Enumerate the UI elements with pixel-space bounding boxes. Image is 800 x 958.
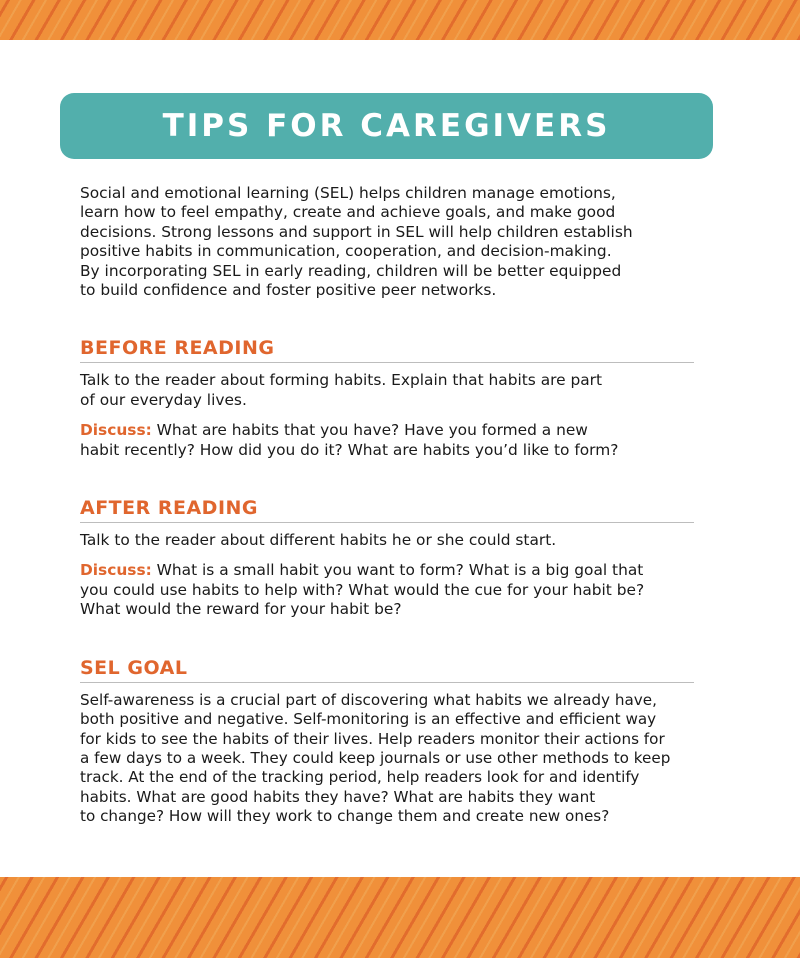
section-body <box>80 691 700 827</box>
body-line: Self-awareness is a crucial part of discovering what habits we already have, <box>80 690 657 709</box>
body-line: Talk to the reader about forming habits. Explain that habits are part <box>80 371 603 390</box>
intro-line: learn how to feel empathy, create and achieve goals, and make good <box>80 203 616 222</box>
intro-line: to build confidence and foster positive peer networks. <box>80 281 497 300</box>
discuss-label: Discuss: <box>80 561 152 580</box>
body-line: habits. What are good habits they have? What are habits they want <box>80 787 596 806</box>
page-content <box>80 184 700 827</box>
intro-line: By incorporating SEL in early reading, children will be better equipped <box>80 261 622 280</box>
section-heading: AFTER READING <box>80 496 694 523</box>
section-heading: SEL GOAL <box>80 656 694 683</box>
section-sel-goal <box>80 656 700 827</box>
body-line: both positive and negative. Self-monitoring is an effective and efficient way <box>80 710 657 729</box>
body-line: track. At the end of the tracking period, help readers look for and identify <box>80 768 640 787</box>
discuss-label: Discuss: <box>80 421 152 440</box>
intro-line: decisions. Strong lessons and support in SEL will help children establish <box>80 222 633 241</box>
decorative-bottom-band <box>0 877 800 958</box>
title-banner <box>60 93 713 159</box>
discuss-paragraph <box>80 561 700 619</box>
body-line: Talk to the reader about different habits he or she could start. <box>80 531 557 550</box>
decorative-top-band <box>0 0 800 40</box>
body-line: of our everyday lives. <box>80 390 247 409</box>
page-title: TIPS FOR CAREGIVERS <box>162 108 611 144</box>
intro-line: Social and emotional learning (SEL) helps children manage emotions, <box>80 184 616 202</box>
discuss-line: What would the reward for your habit be? <box>80 600 402 619</box>
intro-line: positive habits in communication, cooperation, and decision-making. <box>80 242 612 261</box>
discuss-paragraph <box>80 421 700 460</box>
discuss-line: What is a small habit you want to form? What is a big goal that <box>151 561 644 580</box>
discuss-line: you could use habits to help with? What would the cue for your habit be? <box>80 580 645 599</box>
section-before-reading <box>80 336 700 460</box>
section-body <box>80 531 700 550</box>
body-line: a few days to a week. They could keep journals or use other methods to keep <box>80 748 671 767</box>
body-line: for kids to see the habits of their lives. Help readers monitor their actions for <box>80 729 665 748</box>
discuss-line: habit recently? How did you do it? What are habits you’d like to form? <box>80 440 619 459</box>
section-after-reading <box>80 496 700 620</box>
discuss-line: What are habits that you have? Have you formed a new <box>151 421 588 440</box>
body-line: to change? How will they work to change them and create new ones? <box>80 807 610 826</box>
section-body <box>80 371 700 410</box>
section-heading: BEFORE READING <box>80 336 694 363</box>
intro-paragraph <box>80 184 640 300</box>
